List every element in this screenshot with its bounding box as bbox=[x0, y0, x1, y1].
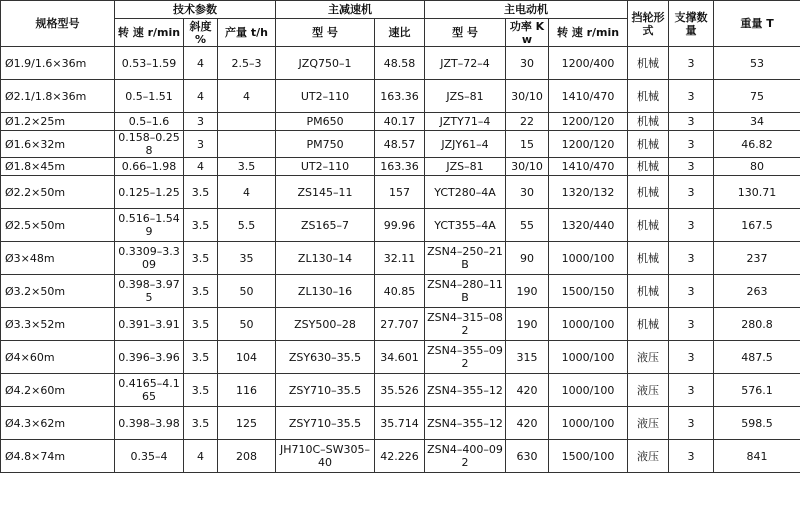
table-row bbox=[1, 275, 800, 308]
cell-ratio: 27.707 bbox=[375, 308, 425, 341]
table-row bbox=[1, 47, 800, 80]
header-ratio: 速比 bbox=[375, 19, 425, 47]
cell-spec: Ø4.3×62m bbox=[1, 407, 115, 440]
cell-spec: Ø1.6×32m bbox=[1, 131, 115, 158]
cell-weight: 237 bbox=[714, 242, 800, 275]
header-motor-speed: 转 速 r/min bbox=[549, 19, 628, 47]
cell-support: 3 bbox=[669, 176, 714, 209]
cell-motor-speed: 1410/470 bbox=[549, 80, 628, 113]
cell-wheel: 机械 bbox=[628, 131, 669, 158]
cell-slope: 3.5 bbox=[184, 176, 218, 209]
cell-spec: Ø4×60m bbox=[1, 341, 115, 374]
cell-ratio: 32.11 bbox=[375, 242, 425, 275]
cell-speed: 0.398–3.98 bbox=[115, 407, 184, 440]
cell-support: 3 bbox=[669, 374, 714, 407]
cell-speed: 0.5–1.6 bbox=[115, 113, 184, 131]
cell-power: 420 bbox=[506, 407, 549, 440]
cell-motor-speed: 1200/120 bbox=[549, 113, 628, 131]
header-reducer-model: 型 号 bbox=[276, 19, 375, 47]
cell-speed: 0.158–0.258 bbox=[115, 131, 184, 158]
cell-wheel: 机械 bbox=[628, 209, 669, 242]
cell-motor: ZSN4–355–092 bbox=[425, 341, 506, 374]
cell-slope: 3.5 bbox=[184, 209, 218, 242]
cell-motor-speed: 1500/100 bbox=[549, 440, 628, 473]
cell-reducer: ZSY500–28 bbox=[276, 308, 375, 341]
cell-reducer: UT2–110 bbox=[276, 80, 375, 113]
cell-wheel: 机械 bbox=[628, 47, 669, 80]
cell-ratio: 42.226 bbox=[375, 440, 425, 473]
cell-support: 3 bbox=[669, 308, 714, 341]
cell-wheel: 液压 bbox=[628, 407, 669, 440]
cell-reducer: ZSY710–35.5 bbox=[276, 407, 375, 440]
cell-ratio: 48.58 bbox=[375, 47, 425, 80]
header-spec: 规格型号 bbox=[1, 1, 115, 47]
cell-speed: 0.5–1.51 bbox=[115, 80, 184, 113]
cell-support: 3 bbox=[669, 275, 714, 308]
cell-weight: 598.5 bbox=[714, 407, 800, 440]
cell-slope: 3 bbox=[184, 113, 218, 131]
header-support-count: 支撑数量 bbox=[669, 1, 714, 47]
cell-motor-speed: 1410/470 bbox=[549, 158, 628, 176]
cell-motor-speed: 1200/400 bbox=[549, 47, 628, 80]
cell-weight: 280.8 bbox=[714, 308, 800, 341]
table-header bbox=[1, 1, 800, 47]
cell-output: 50 bbox=[218, 308, 276, 341]
cell-motor: ZSN4–250–21B bbox=[425, 242, 506, 275]
cell-output: 3.5 bbox=[218, 158, 276, 176]
cell-reducer: ZS165–7 bbox=[276, 209, 375, 242]
cell-reducer: ZSY630–35.5 bbox=[276, 341, 375, 374]
table-body bbox=[1, 47, 800, 473]
cell-power: 30/10 bbox=[506, 80, 549, 113]
cell-ratio: 35.526 bbox=[375, 374, 425, 407]
cell-slope: 4 bbox=[184, 440, 218, 473]
cell-wheel: 机械 bbox=[628, 242, 669, 275]
cell-power: 30 bbox=[506, 47, 549, 80]
cell-support: 3 bbox=[669, 158, 714, 176]
cell-motor-speed: 1200/120 bbox=[549, 131, 628, 158]
cell-speed: 0.3309–3.309 bbox=[115, 242, 184, 275]
cell-reducer: ZSY710–35.5 bbox=[276, 374, 375, 407]
cell-spec: Ø1.2×25m bbox=[1, 113, 115, 131]
table-row bbox=[1, 374, 800, 407]
cell-motor: ZSN4–355–12 bbox=[425, 374, 506, 407]
cell-reducer: ZL130–16 bbox=[276, 275, 375, 308]
header-speed: 转 速 r/min bbox=[115, 19, 184, 47]
cell-support: 3 bbox=[669, 341, 714, 374]
cell-reducer: ZL130–14 bbox=[276, 242, 375, 275]
cell-motor: ZSN4–315–082 bbox=[425, 308, 506, 341]
cell-reducer: PM650 bbox=[276, 113, 375, 131]
cell-output: 50 bbox=[218, 275, 276, 308]
header-row-top bbox=[1, 1, 800, 19]
cell-reducer: JH710C–SW305–40 bbox=[276, 440, 375, 473]
cell-wheel: 液压 bbox=[628, 374, 669, 407]
header-output: 产量 t/h bbox=[218, 19, 276, 47]
cell-motor: ZSN4–355–12 bbox=[425, 407, 506, 440]
table-row bbox=[1, 341, 800, 374]
cell-support: 3 bbox=[669, 113, 714, 131]
cell-spec: Ø2.2×50m bbox=[1, 176, 115, 209]
cell-speed: 0.516–1.549 bbox=[115, 209, 184, 242]
cell-output bbox=[218, 113, 276, 131]
table-row bbox=[1, 440, 800, 473]
cell-ratio: 99.96 bbox=[375, 209, 425, 242]
cell-ratio: 163.36 bbox=[375, 80, 425, 113]
cell-motor: JZS–81 bbox=[425, 80, 506, 113]
cell-spec: Ø3.3×52m bbox=[1, 308, 115, 341]
table-row bbox=[1, 407, 800, 440]
cell-motor: JZS–81 bbox=[425, 158, 506, 176]
table-row bbox=[1, 242, 800, 275]
header-tech-params: 技术参数 bbox=[115, 1, 276, 19]
cell-speed: 0.4165–4.165 bbox=[115, 374, 184, 407]
cell-ratio: 34.601 bbox=[375, 341, 425, 374]
cell-motor: JZTY71–4 bbox=[425, 113, 506, 131]
cell-wheel: 机械 bbox=[628, 275, 669, 308]
cell-power: 22 bbox=[506, 113, 549, 131]
cell-motor: JZJY61–4 bbox=[425, 131, 506, 158]
cell-slope: 4 bbox=[184, 80, 218, 113]
cell-weight: 34 bbox=[714, 113, 800, 131]
cell-power: 190 bbox=[506, 275, 549, 308]
cell-speed: 0.391–3.91 bbox=[115, 308, 184, 341]
cell-motor-speed: 1000/100 bbox=[549, 242, 628, 275]
cell-power: 190 bbox=[506, 308, 549, 341]
cell-slope: 4 bbox=[184, 158, 218, 176]
cell-output: 5.5 bbox=[218, 209, 276, 242]
cell-support: 3 bbox=[669, 209, 714, 242]
cell-slope: 3 bbox=[184, 131, 218, 158]
header-motor-model: 型 号 bbox=[425, 19, 506, 47]
cell-ratio: 48.57 bbox=[375, 131, 425, 158]
cell-output: 125 bbox=[218, 407, 276, 440]
cell-weight: 46.82 bbox=[714, 131, 800, 158]
cell-weight: 576.1 bbox=[714, 374, 800, 407]
cell-reducer: UT2–110 bbox=[276, 158, 375, 176]
cell-motor-speed: 1320/440 bbox=[549, 209, 628, 242]
cell-spec: Ø2.1/1.8×36m bbox=[1, 80, 115, 113]
cell-weight: 263 bbox=[714, 275, 800, 308]
cell-power: 315 bbox=[506, 341, 549, 374]
cell-wheel: 机械 bbox=[628, 158, 669, 176]
cell-reducer: PM750 bbox=[276, 131, 375, 158]
cell-ratio: 35.714 bbox=[375, 407, 425, 440]
table-row bbox=[1, 131, 800, 158]
cell-support: 3 bbox=[669, 242, 714, 275]
cell-slope: 3.5 bbox=[184, 407, 218, 440]
cell-power: 30/10 bbox=[506, 158, 549, 176]
table-row bbox=[1, 158, 800, 176]
cell-weight: 167.5 bbox=[714, 209, 800, 242]
cell-motor-speed: 1320/132 bbox=[549, 176, 628, 209]
cell-support: 3 bbox=[669, 407, 714, 440]
table-row bbox=[1, 209, 800, 242]
cell-spec: Ø1.9/1.6×36m bbox=[1, 47, 115, 80]
table-row bbox=[1, 80, 800, 113]
cell-support: 3 bbox=[669, 80, 714, 113]
cell-speed: 0.66–1.98 bbox=[115, 158, 184, 176]
cell-output: 2.5–3 bbox=[218, 47, 276, 80]
cell-speed: 0.398–3.975 bbox=[115, 275, 184, 308]
header-main-reducer: 主减速机 bbox=[276, 1, 425, 19]
cell-output: 4 bbox=[218, 176, 276, 209]
cell-motor-speed: 1000/100 bbox=[549, 374, 628, 407]
cell-spec: Ø2.5×50m bbox=[1, 209, 115, 242]
cell-output: 35 bbox=[218, 242, 276, 275]
cell-wheel: 机械 bbox=[628, 176, 669, 209]
cell-slope: 3.5 bbox=[184, 275, 218, 308]
cell-power: 15 bbox=[506, 131, 549, 158]
cell-power: 30 bbox=[506, 176, 549, 209]
cell-weight: 80 bbox=[714, 158, 800, 176]
cell-motor: YCT355–4A bbox=[425, 209, 506, 242]
cell-output bbox=[218, 131, 276, 158]
table-row bbox=[1, 113, 800, 131]
cell-ratio: 40.17 bbox=[375, 113, 425, 131]
cell-motor: ZSN4–400–092 bbox=[425, 440, 506, 473]
cell-support: 3 bbox=[669, 47, 714, 80]
cell-output: 208 bbox=[218, 440, 276, 473]
cell-slope: 3.5 bbox=[184, 374, 218, 407]
cell-motor-speed: 1000/100 bbox=[549, 341, 628, 374]
cell-slope: 4 bbox=[184, 47, 218, 80]
cell-motor: ZSN4–280–11B bbox=[425, 275, 506, 308]
cell-support: 3 bbox=[669, 440, 714, 473]
cell-output: 116 bbox=[218, 374, 276, 407]
cell-weight: 53 bbox=[714, 47, 800, 80]
cell-wheel: 机械 bbox=[628, 113, 669, 131]
cell-power: 420 bbox=[506, 374, 549, 407]
cell-spec: Ø4.8×74m bbox=[1, 440, 115, 473]
cell-weight: 487.5 bbox=[714, 341, 800, 374]
cell-reducer: JZQ750–1 bbox=[276, 47, 375, 80]
table-row bbox=[1, 176, 800, 209]
cell-slope: 3.5 bbox=[184, 341, 218, 374]
cell-weight: 130.71 bbox=[714, 176, 800, 209]
cell-spec: Ø1.8×45m bbox=[1, 158, 115, 176]
cell-speed: 0.35–4 bbox=[115, 440, 184, 473]
cell-power: 55 bbox=[506, 209, 549, 242]
cell-ratio: 163.36 bbox=[375, 158, 425, 176]
cell-motor: YCT280–4A bbox=[425, 176, 506, 209]
cell-ratio: 157 bbox=[375, 176, 425, 209]
cell-slope: 3.5 bbox=[184, 242, 218, 275]
cell-ratio: 40.85 bbox=[375, 275, 425, 308]
cell-spec: Ø3×48m bbox=[1, 242, 115, 275]
table-row bbox=[1, 308, 800, 341]
cell-output: 4 bbox=[218, 80, 276, 113]
cell-motor-speed: 1000/100 bbox=[549, 308, 628, 341]
cell-motor-speed: 1000/100 bbox=[549, 407, 628, 440]
header-power: 功率 Kw bbox=[506, 19, 549, 47]
cell-speed: 0.125–1.25 bbox=[115, 176, 184, 209]
header-slope: 斜度 % bbox=[184, 19, 218, 47]
header-weight: 重量 T bbox=[714, 1, 800, 47]
cell-power: 90 bbox=[506, 242, 549, 275]
cell-slope: 3.5 bbox=[184, 308, 218, 341]
header-wheel-type: 挡轮形式 bbox=[628, 1, 669, 47]
cell-output: 104 bbox=[218, 341, 276, 374]
cell-support: 3 bbox=[669, 131, 714, 158]
cell-wheel: 机械 bbox=[628, 308, 669, 341]
header-main-motor: 主电动机 bbox=[425, 1, 628, 19]
cell-spec: Ø4.2×60m bbox=[1, 374, 115, 407]
cell-weight: 75 bbox=[714, 80, 800, 113]
cell-wheel: 液压 bbox=[628, 341, 669, 374]
cell-speed: 0.53–1.59 bbox=[115, 47, 184, 80]
cell-wheel: 机械 bbox=[628, 80, 669, 113]
cell-reducer: ZS145–11 bbox=[276, 176, 375, 209]
cell-spec: Ø3.2×50m bbox=[1, 275, 115, 308]
cell-power: 630 bbox=[506, 440, 549, 473]
cell-speed: 0.396–3.96 bbox=[115, 341, 184, 374]
cell-wheel: 液压 bbox=[628, 440, 669, 473]
cell-motor-speed: 1500/150 bbox=[549, 275, 628, 308]
cell-motor: JZT–72–4 bbox=[425, 47, 506, 80]
cell-weight: 841 bbox=[714, 440, 800, 473]
